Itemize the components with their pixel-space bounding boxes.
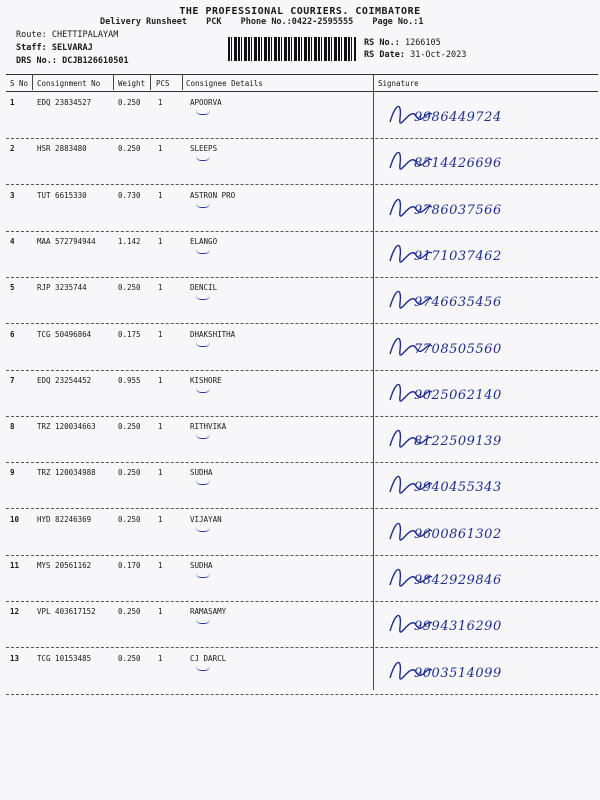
col-weight: Weight: [118, 79, 146, 88]
table-row: [6, 138, 598, 185]
consignee-name: CJ DARCL: [190, 653, 227, 663]
pcs-value: 1: [158, 607, 163, 617]
barcode-image: [228, 37, 356, 61]
serial-number: 10: [10, 514, 20, 524]
signature-cell: [386, 561, 596, 601]
table-header: [6, 74, 598, 92]
pen-tick-mark: [196, 666, 210, 671]
table-row: [6, 324, 598, 371]
pen-tick-mark: [196, 295, 210, 300]
consignment-number: TRZ 120034663: [37, 422, 96, 432]
col-pcs: PCS: [156, 79, 170, 88]
consignment-number: HSR 2883480: [37, 144, 87, 154]
pcs-value: 1: [158, 98, 163, 107]
consignment-number: TCG 10153485: [37, 653, 92, 663]
column-divider: [150, 74, 151, 90]
staff-value: SELVARAJ: [51, 43, 93, 53]
subtitle-part: Phone No.:0422-2595555: [240, 17, 354, 26]
column-divider: [182, 74, 183, 90]
weight-value: 0.955: [118, 375, 141, 385]
table-row: [6, 555, 598, 602]
weight-value: 0.250: [118, 98, 141, 107]
pcs-value: 1: [158, 190, 163, 200]
consignee-name: RITHVIKA: [190, 422, 227, 432]
table-row: [6, 462, 598, 509]
staff-label: Staff:: [16, 43, 47, 53]
serial-number: 4: [10, 236, 15, 246]
drs-value: DCJB126610501: [62, 56, 129, 66]
table-row: [6, 509, 598, 556]
weight-value: 0.250: [118, 283, 141, 293]
table-row: [6, 601, 598, 648]
consignment-number: TCG 50496864: [37, 329, 92, 339]
pcs-value: 1: [158, 144, 163, 154]
rs-no-label: RS No.:: [364, 38, 400, 48]
signature-cell: [386, 607, 596, 647]
pen-tick-mark: [196, 527, 210, 532]
handwritten-phone: 9786037566: [414, 202, 502, 218]
route-value: CHETTIPALAYAM: [51, 30, 119, 40]
handwritten-phone: 9986449724: [414, 110, 502, 125]
staff-line: [16, 43, 93, 53]
company-title: THE PROFESSIONAL COURIERS. COIMBATORE: [179, 6, 421, 17]
serial-number: 1: [10, 98, 15, 107]
consignee-name: DENCIL: [190, 283, 218, 293]
consignee-name: RAMASAMY: [190, 607, 227, 617]
col-sno: S No: [10, 79, 29, 88]
consignee-name: DHAKSHITHA: [190, 329, 236, 339]
handwritten-phone: 9940455343: [414, 480, 502, 496]
serial-number: 13: [10, 653, 20, 663]
pcs-value: 1: [158, 468, 163, 478]
handwritten-phone: 9171037462: [414, 248, 502, 264]
handwritten-phone: 9003514099: [414, 665, 502, 681]
handwritten-phone: 9994316290: [414, 619, 502, 635]
weight-value: 0.170: [118, 561, 141, 570]
consignment-number: EDQ 23254452: [37, 375, 92, 385]
pen-tick-mark: [196, 110, 210, 115]
weight-value: 0.730: [118, 190, 141, 200]
consignment-number: RJP 3235744: [37, 283, 87, 293]
handwritten-phone: 9842929846: [414, 573, 502, 588]
consignment-number: EDQ 23834527: [37, 98, 92, 107]
pcs-value: 1: [158, 236, 163, 246]
table-row: [6, 416, 598, 463]
pen-tick-mark: [196, 573, 210, 578]
consignee-name: SLEEPS: [190, 144, 218, 154]
drs-line: [16, 56, 129, 66]
consignee-name: KISHORE: [190, 375, 222, 385]
serial-number: 2: [10, 144, 15, 154]
handwritten-phone: 8514426696: [414, 156, 502, 172]
serial-number: 12: [10, 607, 20, 617]
col-signature: Signature: [378, 79, 419, 88]
serial-number: 8: [10, 422, 15, 432]
weight-value: 0.250: [118, 514, 141, 524]
signature-cell: [386, 515, 596, 555]
handwritten-phone: 9746635456: [414, 295, 502, 311]
pcs-value: 1: [158, 653, 163, 663]
consignee-name: ELANGO: [190, 236, 218, 246]
serial-number: 11: [10, 561, 20, 570]
pcs-value: 1: [158, 283, 163, 293]
signature-cell: [386, 376, 596, 416]
handwritten-phone: 9025062140: [414, 387, 502, 403]
serial-number: 7: [10, 375, 15, 385]
table-row: [6, 277, 598, 324]
column-divider: [113, 74, 114, 90]
row-separator: [6, 694, 598, 695]
weight-value: 0.250: [118, 607, 141, 617]
weight-value: 0.250: [118, 422, 141, 432]
weight-value: 0.175: [118, 329, 141, 339]
rs-date-label: RS Date:: [364, 50, 405, 60]
consignment-number: MYS 20561162: [37, 561, 92, 570]
rs-no-line: [364, 38, 441, 48]
rs-date-value: 31-Oct-2023: [410, 50, 467, 60]
weight-value: 0.250: [118, 144, 141, 154]
pen-tick-mark: [196, 342, 210, 347]
weight-value: 0.250: [118, 468, 141, 478]
pen-tick-mark: [196, 249, 210, 254]
signature-cell: [386, 144, 596, 184]
column-divider: [32, 74, 33, 90]
handwritten-phone: 7708505560: [414, 341, 502, 357]
signature-cell: [386, 422, 596, 462]
pen-tick-mark: [196, 388, 210, 393]
consignment-number: VPL 403617152: [37, 607, 96, 617]
serial-number: 6: [10, 329, 15, 339]
table-row: [6, 231, 598, 278]
pcs-value: 1: [158, 375, 163, 385]
consignee-name: APOORVA: [190, 98, 222, 107]
pen-tick-mark: [196, 619, 210, 624]
rs-no-value: 1266105: [404, 38, 441, 48]
pcs-value: 1: [158, 514, 163, 524]
route-line: [16, 30, 118, 40]
col-consignee: Consignee Details: [186, 79, 263, 88]
pcs-value: 1: [158, 561, 163, 570]
runsheet-subtitle: [100, 17, 530, 26]
col-consignment: Consignment No: [37, 79, 101, 88]
consignment-number: MAA 572794944: [37, 236, 96, 246]
signature-cell: [386, 468, 596, 508]
table-row: [6, 185, 598, 232]
signature-cell: [386, 237, 596, 277]
subtitle-part: Delivery Runsheet: [100, 17, 187, 26]
pen-tick-mark: [196, 480, 210, 485]
consignee-name: SUDHA: [190, 468, 213, 478]
route-label: Route:: [16, 30, 47, 40]
consignment-number: TRZ 120034988: [37, 468, 96, 478]
weight-value: 1.142: [118, 236, 141, 246]
serial-number: 5: [10, 283, 15, 293]
table-row: [6, 92, 598, 139]
handwritten-phone: 8122509139: [414, 434, 502, 450]
table-row: [6, 370, 598, 417]
handwritten-phone: 9600861302: [414, 526, 502, 542]
pen-tick-mark: [196, 156, 210, 161]
signature-cell: [386, 191, 596, 231]
consignee-name: ASTRON PRO: [190, 190, 236, 200]
pen-tick-mark: [196, 203, 210, 208]
consignment-number: TUT 6615330: [37, 190, 87, 200]
table-row: [6, 648, 598, 695]
signature-cell: [386, 330, 596, 370]
serial-number: 3: [10, 190, 15, 200]
pen-tick-mark: [196, 434, 210, 439]
serial-number: 9: [10, 468, 15, 478]
pcs-value: 1: [158, 329, 163, 339]
consignment-number: HYD 82246369: [37, 514, 92, 524]
rs-date-line: [364, 50, 466, 60]
consignee-name: VIJAYAN: [190, 514, 222, 524]
signature-cell: [386, 654, 596, 694]
signature-cell: [386, 98, 596, 138]
drs-label: DRS No.:: [16, 56, 57, 66]
pcs-value: 1: [158, 422, 163, 432]
weight-value: 0.250: [118, 653, 141, 663]
signature-cell: [386, 283, 596, 323]
subtitle-part: PCK: [206, 17, 222, 26]
subtitle-part: Page No.:1: [372, 17, 424, 26]
consignee-name: SUDHA: [190, 561, 213, 570]
